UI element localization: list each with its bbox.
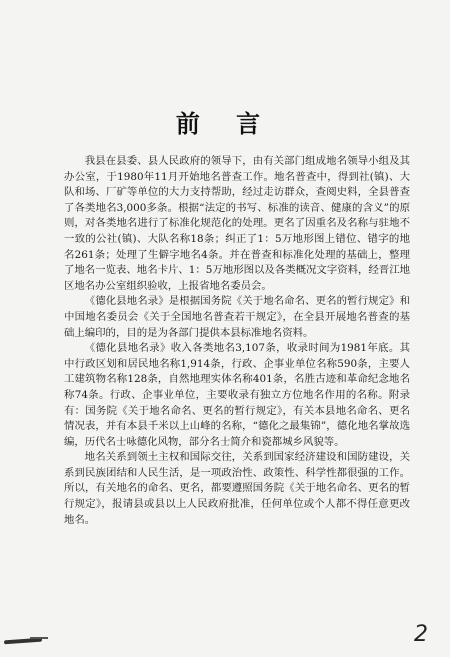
body-text bbox=[64, 154, 410, 528]
page-title: 前 言 bbox=[175, 110, 275, 138]
scan-artifact-small bbox=[30, 637, 48, 639]
paragraph-2: 《德化县地名录》是根据国务院《关于地名命名、更名的暂行规定》和中国地名委员会《关于全国地名普查若干规定》，在全县开展地名普查的基础上编印的，目的是为各部门提供本县标准地名资料。 bbox=[64, 295, 410, 339]
page-number: 2 bbox=[414, 622, 428, 647]
paragraph-1: 我县在县委、县人民政府的领导下，由有关部门组成地名领导小组及其办公室，于1980年11月开始地名普查工作。地名普查中，得到社(镇)、大队和场、厂矿等单位的大力支持帮助，经过走访群众，查阅史料，全县普查了各类地名3,000多条。根据“法定的书写、标准的读音、健康的含义”的原则，对各类地名进行了标准化规范化的处理。更名了因重名及名称与驻地不一致的公社(镇)、大队名称18条；纠正了1：5万地形图上错位、错字的地名261条；处理了生僻字地名4条。并在普查和标准化处理的基础上，整理了地名一览表、地名卡片、1：5万地形图以及各类概况文字资料，经晋江地区地名办公室组织验收，上报省地名委员会。 bbox=[64, 155, 410, 292]
paragraph-4: 地名关系到领土主权和国际交往，关系到国家经济建设和国防建设，关系到民族团结和人民生活，是一项政治性、政策性、科学性都很强的工作。所以，有关地名的命名、更名，都要遵照国务院《关于地名命名、更名的暂行规定》，报请县或县以上人民政府批准，任何单位或个人都不得任意更改地名。 bbox=[64, 451, 410, 526]
paragraph-3: 《德化县地名录》收入各类地名3,107条，收录时间为1981年底。其中行政区划和居民地名称1,914条，行政、企事业单位名称590条，主要人工建筑物名称128条，自然地理实体名称401条，名胜古迹和革命纪念地名称74条。行政、企事业单位，主要收录有独立方位地名作用的名称。附录有：国务院《关于地名命名、更名的暂行规定》，有关本县地名命名、更名情况表，并有本县千米以上山峰的名称，“德化之最集锦”，德化地名掌故选编，历代名士咏德化风物，部分名士简介和瓷都城乡风貌等。 bbox=[64, 342, 410, 448]
